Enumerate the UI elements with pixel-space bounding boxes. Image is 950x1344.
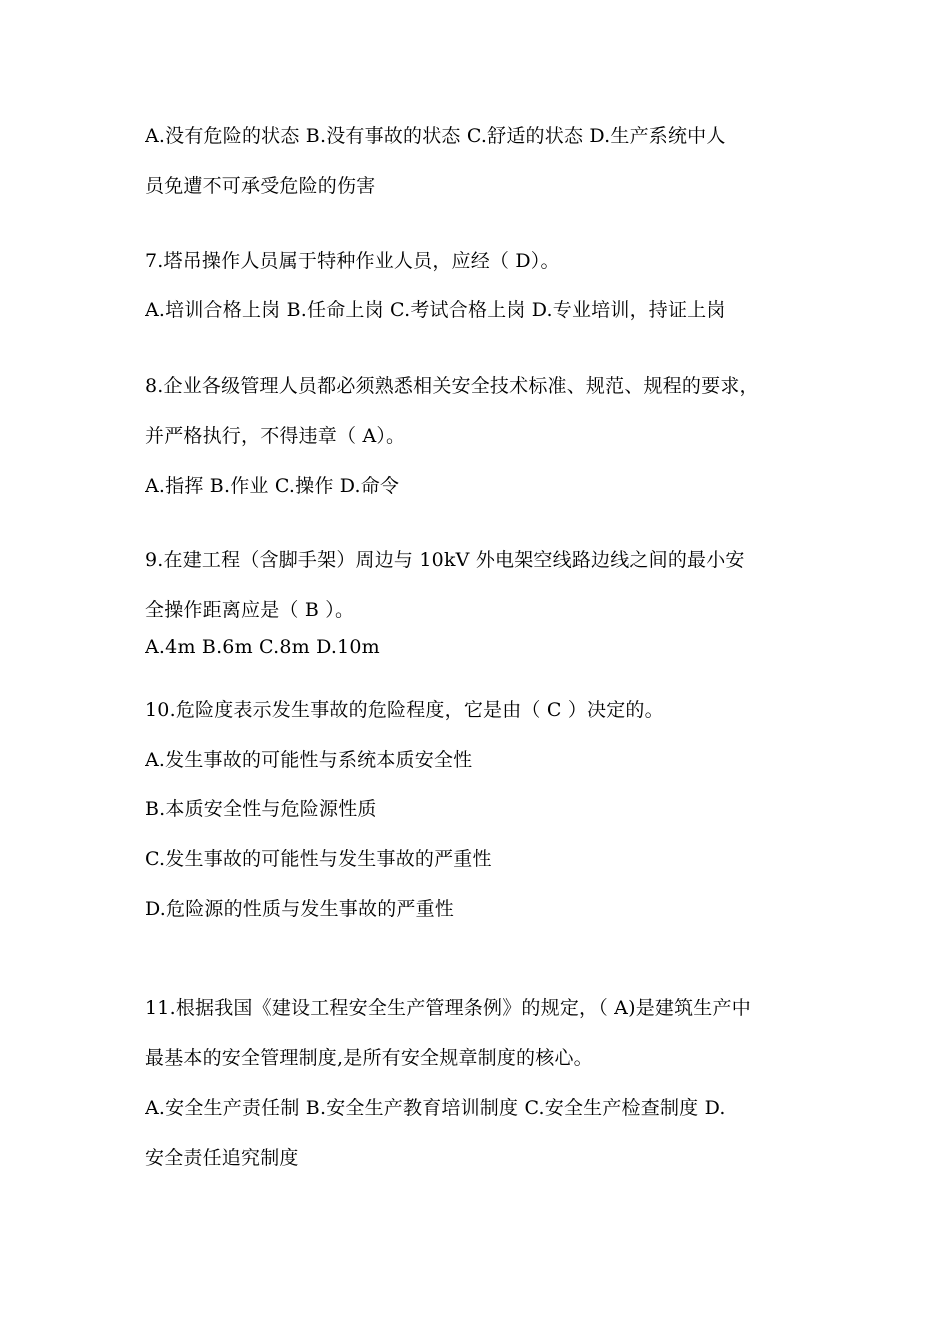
q7-question: 7.塔吊操作人员属于特种作业人员，应经（ D）。	[145, 250, 560, 272]
q8-question-line-1: 8.企业各级管理人员都必须熟悉相关安全技术标准、规范、规程的要求，	[145, 375, 759, 397]
q7-options: A.培训合格上岗 B.任命上岗 C.考试合格上岗 D.专业培训，持证上岗	[145, 299, 726, 321]
q10-option-b: B.本质安全性与危险源性质	[145, 798, 377, 820]
q10-question: 10.危险度表示发生事故的危险程度，它是由（ C ）决定的。	[145, 699, 664, 721]
q11-options-line-2: 安全责任追究制度	[145, 1147, 299, 1169]
q10-option-c: C.发生事故的可能性与发生事故的严重性	[145, 848, 492, 870]
q11-question-line-2: 最基本的安全管理制度,是所有安全规章制度的核心。	[145, 1047, 593, 1069]
q6-options-line-2: 员免遭不可承受危险的伤害	[145, 175, 376, 197]
q8-options: A.指挥 B.作业 C.操作 D.命令	[145, 475, 400, 497]
q11-options-line-1: A.安全生产责任制 B.安全生产教育培训制度 C.安全生产检查制度 D.	[145, 1097, 726, 1119]
q8-question-line-2: 并严格执行，不得违章（ A）。	[145, 425, 406, 447]
q9-question-line-2: 全操作距离应是（ B ）。	[145, 599, 355, 621]
q10-option-a: A.发生事故的可能性与系统本质安全性	[145, 749, 473, 771]
q9-question-line-1: 9.在建工程（含脚手架）周边与 10kV 外电架空线路边线之间的最小安	[145, 549, 745, 571]
q11-question-line-1: 11.根据我国《建设工程安全生产管理条例》的规定，（ A)是建筑生产中	[145, 997, 751, 1019]
q10-option-d: D.危险源的性质与发生事故的严重性	[145, 898, 454, 920]
q6-options-line-1: A.没有危险的状态 B.没有事故的状态 C.舒适的状态 D.生产系统中人	[145, 125, 726, 147]
q9-options: A.4m B.6m C.8m D.10m	[145, 636, 380, 658]
